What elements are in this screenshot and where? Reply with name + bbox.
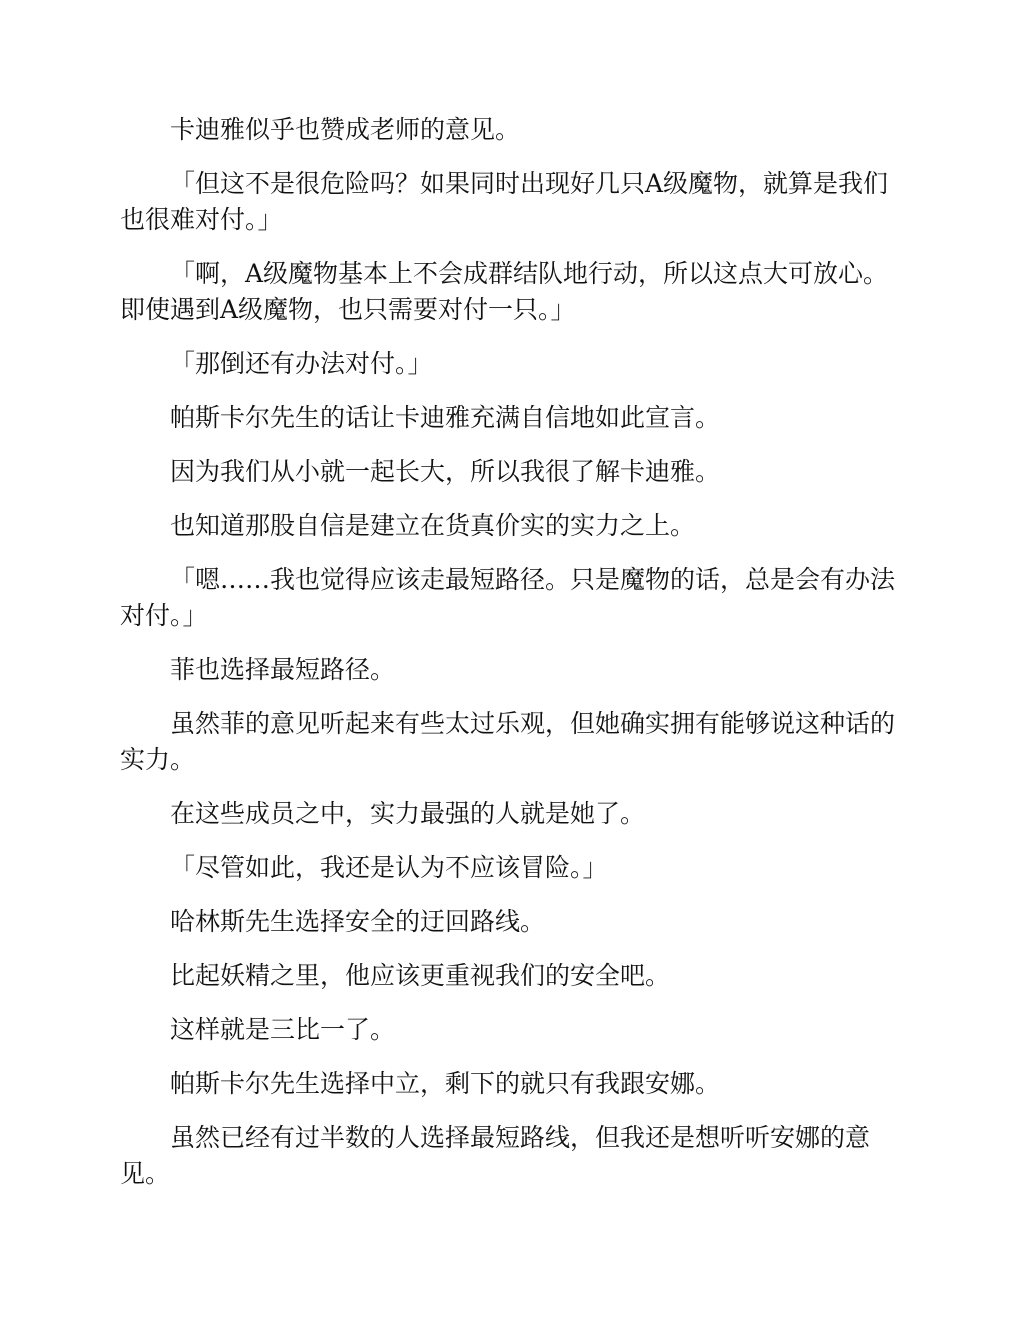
novel-page (120, 112, 900, 1210)
paragraph: 也知道那股自信是建立在货真价实的实力之上。 (170, 511, 696, 540)
paragraph: 「尽管如此，我还是认为不应该冒险。」 (170, 853, 608, 882)
paragraph: 帕斯卡尔先生的话让卡迪雅充满自信地如此宣言。 (170, 403, 721, 432)
paragraph: 因为我们从小就一起长大，所以我很了解卡迪雅。 (170, 457, 721, 486)
paragraph: 虽然菲的意见听起来有些太过乐观，但她确实拥有能够说这种话的实力。 (120, 709, 896, 774)
paragraph: 比起妖精之里，他应该更重视我们的安全吧。 (170, 961, 671, 990)
paragraph: 「啊，A级魔物基本上不会成群结队地行动，所以这点大可放心。即使遇到A级魔物，也只需要对付一只。」 (120, 259, 889, 324)
paragraph: 在这些成员之中，实力最强的人就是她了。 (170, 799, 646, 828)
paragraph: 虽然已经有过半数的人选择最短路线，但我还是想听听安娜的意见。 (120, 1123, 871, 1188)
paragraph: 「但这不是很危险吗？如果同时出现好几只A级魔物，就算是我们也很难对付。」 (120, 169, 889, 234)
paragraph: 哈林斯先生选择安全的迂回路线。 (170, 907, 546, 936)
paragraph: 这样就是三比一了。 (170, 1015, 396, 1044)
paragraph: 菲也选择最短路径。 (170, 655, 396, 684)
paragraph: 「那倒还有办法对付。」 (170, 349, 433, 378)
paragraph: 卡迪雅似乎也赞成老师的意见。 (170, 115, 521, 144)
paragraph: 帕斯卡尔先生选择中立，剩下的就只有我跟安娜。 (170, 1069, 721, 1098)
paragraph: 「嗯……我也觉得应该走最短路径。只是魔物的话，总是会有办法对付。」 (120, 565, 896, 630)
